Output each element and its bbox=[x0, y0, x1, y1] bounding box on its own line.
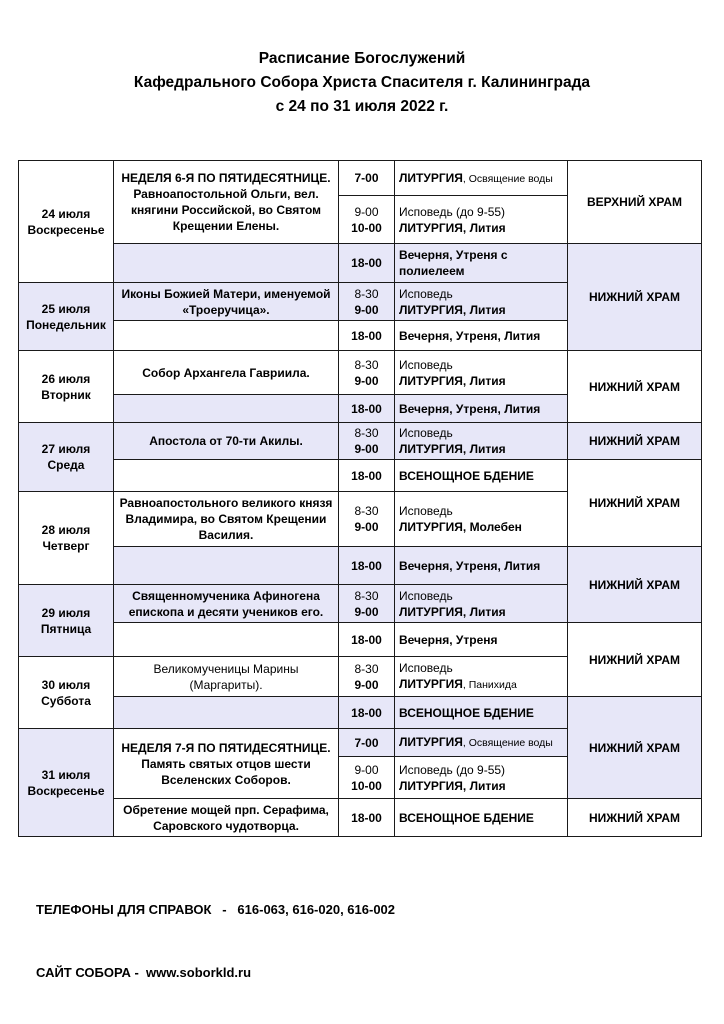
feast-cell-empty bbox=[114, 623, 339, 657]
day-cell-31: 31 июля Воскресенье bbox=[19, 729, 114, 837]
church-cell: ВЕРХНИЙ ХРАМ bbox=[568, 161, 702, 244]
service-cell: Вечерня, Утреня, Лития bbox=[395, 321, 568, 351]
title-line-2: Кафедрального Собора Христа Спасителя г. Калининграда bbox=[133, 74, 591, 91]
feast-cell-27: Апостола от 70-ти Акилы. bbox=[114, 423, 339, 460]
footer-phones: ТЕЛЕФОНЫ ДЛЯ СПРАВОК - 616-063, 616-020, 616-002 bbox=[36, 902, 396, 917]
page-title bbox=[0, 47, 724, 119]
church-cell: НИЖНИЙ ХРАМ bbox=[568, 244, 702, 351]
feast-cell-31: НЕДЕЛЯ 7-Я ПО ПЯТИДЕСЯТНИЦЕ. Память святых отцов шести Вселенских Соборов. bbox=[114, 729, 339, 799]
feast-cell-empty bbox=[114, 460, 339, 492]
day-cell-28: 28 июля Четверг bbox=[19, 492, 114, 585]
service-cell: Исповедь (до 9-55) ЛИТУРГИЯ, Лития bbox=[395, 196, 568, 244]
time-cell: 9-00 10-00 bbox=[339, 196, 395, 244]
service-cell: Исповедь ЛИТУРГИЯ, Панихида bbox=[395, 657, 568, 697]
service-cell: Исповедь (до 9-55) ЛИТУРГИЯ, Лития bbox=[395, 757, 568, 799]
footer-contacts bbox=[36, 857, 395, 1004]
title-line-1: Расписание Богослужений bbox=[258, 50, 466, 67]
day-cell-25: 25 июля Понедельник bbox=[19, 283, 114, 351]
feast-cell-29: Священномученика Афиногена епископа и десяти учеников его. bbox=[114, 585, 339, 623]
church-cell: НИЖНИЙ ХРАМ bbox=[568, 547, 702, 623]
feast-cell-26: Собор Архангела Гавриила. bbox=[114, 351, 339, 395]
time-cell: 9-00 10-00 bbox=[339, 757, 395, 799]
service-cell: ВСЕНОЩНОЕ БДЕНИЕ bbox=[395, 799, 568, 837]
feast-cell-empty bbox=[114, 244, 339, 283]
feast-cell-25: Иконы Божией Матери, именуемой «Троеручица». bbox=[114, 283, 339, 321]
time-cell: 8-30 9-00 bbox=[339, 423, 395, 460]
church-cell: НИЖНИЙ ХРАМ bbox=[568, 423, 702, 460]
service-cell: ВСЕНОЩНОЕ БДЕНИЕ bbox=[395, 460, 568, 492]
feast-cell-30: Великомученицы Марины (Маргариты). bbox=[114, 657, 339, 697]
time-cell: 18-00 bbox=[339, 395, 395, 423]
time-cell: 8-30 9-00 bbox=[339, 492, 395, 547]
church-cell: НИЖНИЙ ХРАМ bbox=[568, 697, 702, 799]
day-cell-26: 26 июля Вторник bbox=[19, 351, 114, 423]
day-cell-30: 30 июля Суббота bbox=[19, 657, 114, 729]
title-line-3: с 24 по 31 июля 2022 г. bbox=[275, 98, 449, 115]
time-cell: 18-00 bbox=[339, 244, 395, 283]
time-cell: 18-00 bbox=[339, 321, 395, 351]
service-cell: Исповедь ЛИТУРГИЯ, Лития bbox=[395, 351, 568, 395]
feast-cell-empty bbox=[114, 321, 339, 351]
feast-cell-28: Равноапостольного великого князя Владимира, во Святом Крещении Василия. bbox=[114, 492, 339, 547]
service-cell: Вечерня, Утреня с полиелеем bbox=[395, 244, 568, 283]
church-cell: НИЖНИЙ ХРАМ bbox=[568, 351, 702, 423]
time-cell: 8-30 9-00 bbox=[339, 351, 395, 395]
time-cell: 8-30 9-00 bbox=[339, 283, 395, 321]
time-cell: 8-30 9-00 bbox=[339, 585, 395, 623]
service-cell: Вечерня, Утреня bbox=[395, 623, 568, 657]
service-cell: ЛИТУРГИЯ, Освящение воды bbox=[395, 161, 568, 196]
service-cell: Исповедь ЛИТУРГИЯ, Лития bbox=[395, 283, 568, 321]
church-cell: НИЖНИЙ ХРАМ bbox=[568, 460, 702, 547]
time-cell: 7-00 bbox=[339, 161, 395, 196]
church-cell: НИЖНИЙ ХРАМ bbox=[568, 623, 702, 697]
church-cell: НИЖНИЙ ХРАМ bbox=[568, 799, 702, 837]
time-cell: 7-00 bbox=[339, 729, 395, 757]
day-cell-27: 27 июля Среда bbox=[19, 423, 114, 492]
time-cell: 18-00 bbox=[339, 799, 395, 837]
service-cell: Исповедь ЛИТУРГИЯ, Лития bbox=[395, 585, 568, 623]
feast-cell-empty bbox=[114, 547, 339, 585]
schedule-table bbox=[18, 160, 702, 837]
time-cell: 8-30 9-00 bbox=[339, 657, 395, 697]
service-cell: ВСЕНОЩНОЕ БДЕНИЕ bbox=[395, 697, 568, 729]
feast-cell-24: НЕДЕЛЯ 6-Я ПО ПЯТИДЕСЯТНИЦЕ. Равноапостольной Ольги, вел. княгини Российской, во Святом Крещении Елены. bbox=[114, 161, 339, 244]
time-cell: 18-00 bbox=[339, 697, 395, 729]
footer-site: САЙТ СОБОРА - www.soborkld.ru bbox=[36, 965, 252, 980]
time-cell: 18-00 bbox=[339, 460, 395, 492]
service-cell: Вечерня, Утреня, Лития bbox=[395, 547, 568, 585]
day-cell-24: 24 июля Воскресенье bbox=[19, 161, 114, 283]
service-cell: ЛИТУРГИЯ, Освящение воды bbox=[395, 729, 568, 757]
service-cell: Исповедь ЛИТУРГИЯ, Лития bbox=[395, 423, 568, 460]
time-cell: 18-00 bbox=[339, 623, 395, 657]
day-cell-29: 29 июля Пятница bbox=[19, 585, 114, 657]
service-cell: Исповедь ЛИТУРГИЯ, Молебен bbox=[395, 492, 568, 547]
feast-cell-31-serafim: Обретение мощей прп. Серафима, Саровского чудотворца. bbox=[114, 799, 339, 837]
service-cell: Вечерня, Утреня, Лития bbox=[395, 395, 568, 423]
feast-cell-empty bbox=[114, 697, 339, 729]
feast-cell-empty bbox=[114, 395, 339, 423]
time-cell: 18-00 bbox=[339, 547, 395, 585]
